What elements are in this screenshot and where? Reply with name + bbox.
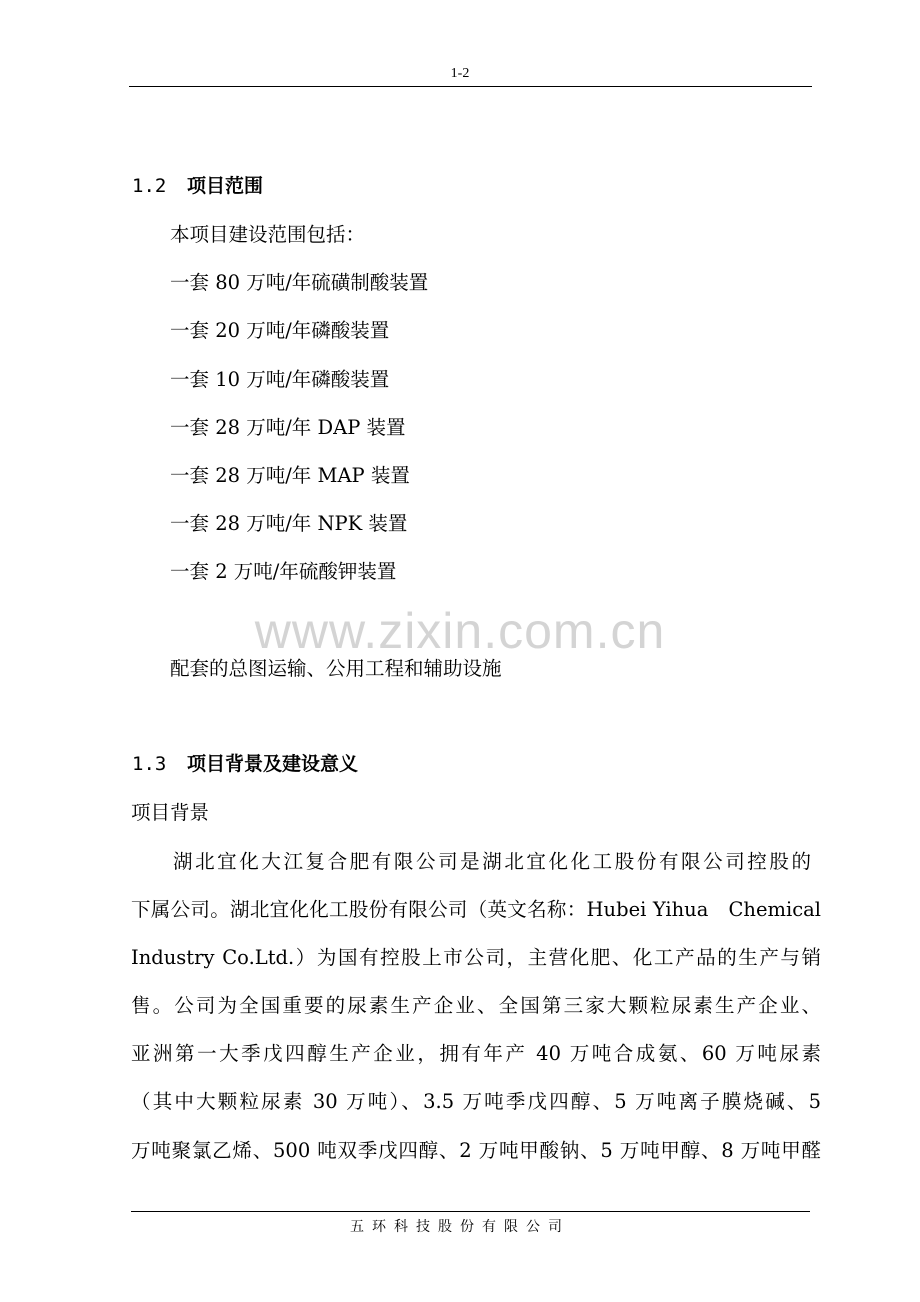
paragraph-line: Industry Co.Ltd.）为国有控股上市公司，主营化肥、化工产品的生产与销 bbox=[131, 946, 821, 969]
paragraph-line: （其中大颗粒尿素 30 万吨）、3.5 万吨季戊四醇、5 万吨离子膜烧碱、5 bbox=[131, 1090, 821, 1113]
scope-item: 一套 20 万吨/年磷酸装置 bbox=[170, 319, 390, 342]
subheading: 项目背景 bbox=[131, 801, 210, 824]
scope-item: 一套 10 万吨/年磷酸装置 bbox=[170, 368, 390, 391]
scope-item: 一套 28 万吨/年 NPK 装置 bbox=[170, 512, 408, 535]
watermark: www.zixin.com.cn bbox=[254, 603, 666, 659]
scope-item: 一套 80 万吨/年硫磺制酸装置 bbox=[170, 271, 429, 294]
footer-company: 五环科技股份有限公司 bbox=[350, 1219, 570, 1235]
footer-rule bbox=[131, 1211, 810, 1212]
paragraph-line: 湖北宜化大江复合肥有限公司是湖北宜化化工股份有限公司控股的 bbox=[173, 850, 811, 873]
section-heading-1-2 bbox=[132, 171, 263, 198]
scope-item: 一套 28 万吨/年 MAP 装置 bbox=[170, 464, 410, 487]
paragraph-line: 下属公司。湖北宜化化工股份有限公司（英文名称：Hubei Yihua Chemical bbox=[131, 898, 821, 921]
header-rule bbox=[129, 86, 812, 87]
paragraph-line: 售。公司为全国重要的尿素生产企业、全国第三家大颗粒尿素生产企业、 bbox=[131, 994, 821, 1017]
page-number: 1-2 bbox=[450, 66, 470, 81]
section-title: 项目范围 bbox=[187, 175, 264, 197]
scope-supporting: 配套的总图运输、公用工程和辅助设施 bbox=[170, 657, 502, 680]
paragraph-line: 亚洲第一大季戊四醇生产企业，拥有年产 40 万吨合成氨、60 万吨尿素 bbox=[131, 1042, 821, 1065]
scope-intro: 本项目建设范围包括： bbox=[170, 223, 366, 246]
scope-item: 一套 2 万吨/年硫酸钾装置 bbox=[170, 560, 397, 583]
section-number: 1.2 bbox=[132, 175, 167, 197]
paragraph-line: 万吨聚氯乙烯、500 吨双季戊四醇、2 万吨甲酸钠、5 万吨甲醇、8 万吨甲醛 bbox=[131, 1139, 821, 1162]
scope-item: 一套 28 万吨/年 DAP 装置 bbox=[170, 416, 406, 439]
section-title: 项目背景及建设意义 bbox=[187, 753, 359, 775]
section-heading-1-3 bbox=[132, 749, 358, 776]
section-number: 1.3 bbox=[132, 753, 167, 775]
